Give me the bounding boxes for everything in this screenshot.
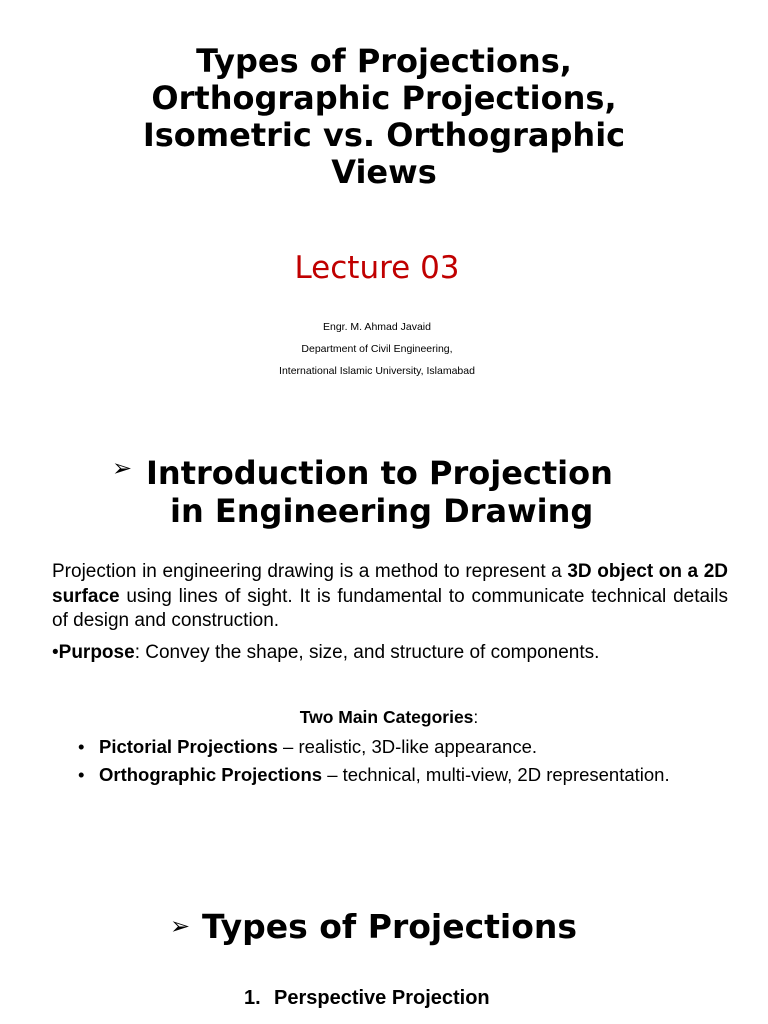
- category-name: Orthographic Projections: [99, 764, 323, 785]
- arrow-bullet-icon: ➢: [112, 454, 133, 482]
- types-heading-text: Types of Projections: [202, 907, 578, 946]
- title-line: Views: [331, 153, 437, 191]
- categories-title-colon: :: [473, 707, 479, 727]
- title-line: Isometric vs. Orthographic: [142, 116, 626, 154]
- intro-paragraph-end: using lines of sight. It is fundamental to communicate technical details of design and construction.: [52, 585, 728, 631]
- category-name: Pictorial Projections: [99, 736, 278, 757]
- item-number: 1.: [244, 987, 261, 1009]
- list-item: [78, 761, 670, 789]
- author-block: [0, 316, 754, 382]
- intro-paragraph-start: Projection in engineering drawing is a method to represent a: [52, 561, 568, 582]
- purpose-line: [52, 641, 728, 665]
- intro-paragraph-bold: 3D object on a 2D surface: [52, 561, 729, 607]
- bullet-dot: •: [78, 736, 85, 757]
- purpose-text: : Convey the shape, size, and structure of components.: [134, 642, 600, 663]
- author-department: Department of Civil Engineering,: [301, 343, 453, 355]
- numbered-item: [244, 984, 490, 1012]
- intro-heading-line1: Introduction to Projection: [146, 454, 613, 492]
- author-university: International Islamic University, Islamabad: [279, 365, 475, 377]
- author-name: Engr. M. Ahmad Javaid: [323, 321, 431, 333]
- lecture-number: Lecture 03: [294, 250, 460, 286]
- categories-list: [78, 733, 670, 789]
- page-title: [84, 43, 684, 191]
- purpose-bullet: •: [52, 642, 59, 663]
- category-desc: – realistic, 3D-like appearance.: [277, 736, 538, 757]
- categories-title: [0, 705, 768, 729]
- category-desc: – technical, multi-view, 2D representation.: [322, 764, 670, 785]
- intro-paragraph: [52, 560, 728, 634]
- arrow-bullet-icon: ➢: [170, 912, 191, 940]
- intro-heading-line2: in Engineering Drawing: [170, 492, 594, 530]
- bullet-dot: •: [78, 764, 85, 785]
- title-line: Orthographic Projections,: [151, 79, 617, 117]
- title-line: Types of Projections,: [196, 42, 572, 80]
- list-item: [78, 733, 670, 761]
- item-label: Perspective Projection: [274, 987, 490, 1009]
- categories-title-text: Two Main Categories: [299, 707, 474, 727]
- purpose-label: Purpose: [58, 642, 135, 663]
